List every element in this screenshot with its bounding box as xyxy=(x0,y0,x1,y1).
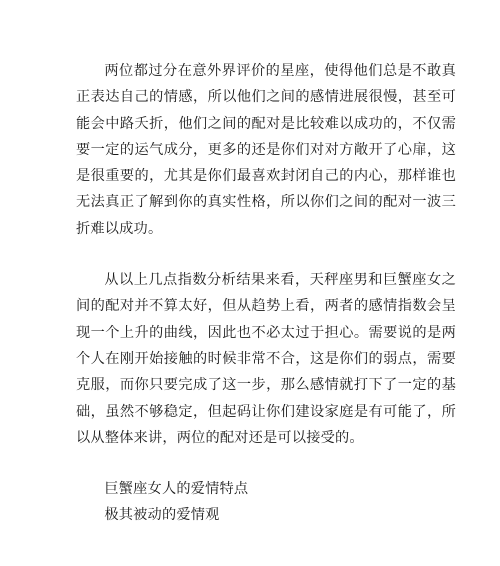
paragraph-spacer xyxy=(76,242,456,267)
section-heading-love-traits: 巨蟹座女人的爱情特点 xyxy=(104,481,249,498)
paragraph-compatibility-difficulty: 两位都过分在意外界评价的星座，使得他们总是不敢真正表达自己的情感，所以他们之间的感情进展很慢，甚至可能会中路夭折，他们之间的配对是比较难以成功的，不仅需要一定的运气成分，更多的还是你们对对方敞开了心扉，这是很重要的，尤其是你们最喜欢封闭自己的内心，那样谁也无法真正了解到你的真实性格，所以你们之间的配对一波三折难以成功。 xyxy=(76,63,456,237)
paragraph-spacer xyxy=(76,451,456,476)
document-body xyxy=(76,58,456,528)
section-subheading-passive-love: 极其被动的爱情观 xyxy=(104,507,220,524)
paragraph-compatibility-summary: 从以上几点指数分析结果来看，天秤座男和巨蟹座女之间的配对并不算太好，但从趋势上看，两者的感情指数会呈现一个上升的曲线，因此也不必太过于担心。需要说的是两个人在刚开始接触的时候非常不合，这是你们的弱点，需要克服，而你只要完成了这一步，那么感情就打下了一定的基础，虽然不够稳定，但起码让你们建设家庭是有可能了，所以从整体来讲，两位的配对还是可以接受的。 xyxy=(76,272,456,446)
